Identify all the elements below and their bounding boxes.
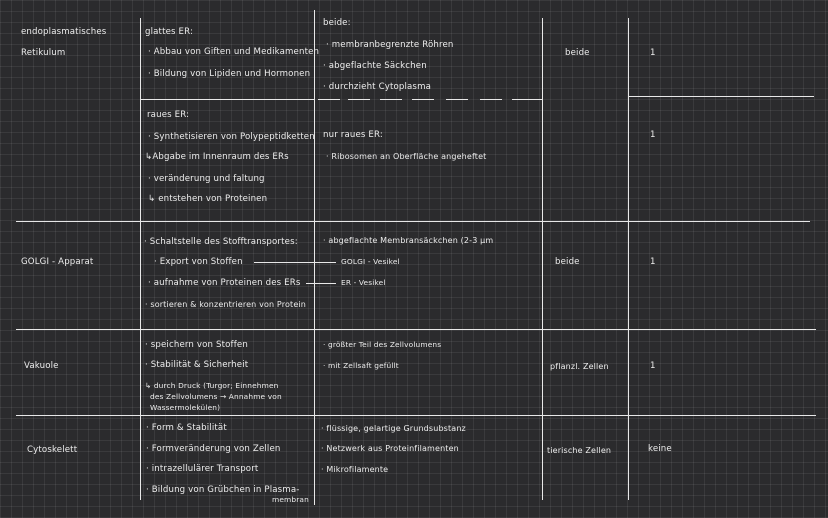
arrow-aufnahme <box>306 283 336 284</box>
dashed-line-5 <box>446 99 468 100</box>
beide-item-1: · membranbegrenzte Röhren <box>326 40 454 50</box>
cyto-func-2: · Formveränderung von Zellen <box>146 444 281 454</box>
count-er-rau: 1 <box>650 130 656 140</box>
row-divider-2 <box>16 329 816 330</box>
row-divider-3 <box>16 415 816 416</box>
golgi-vesikel: GOLGI - Vesikel <box>341 257 400 266</box>
cyto-func-3: · intrazellulärer Transport <box>146 464 259 474</box>
raues-er-item-1: · Synthetisieren von Polypeptidketten <box>148 132 315 142</box>
organelle-er-line1: endoplasmatisches <box>21 27 107 37</box>
vakuole-func-1: · speichern von Stoffen <box>145 340 248 350</box>
golgi-func-3: · aufnahme von Proteinen des ERs <box>148 278 301 288</box>
organelle-vakuole: Vakuole <box>24 361 59 371</box>
column-divider-2 <box>314 10 315 505</box>
cyto-struct-2: · Netzwerk aus Proteinfilamenten <box>321 444 459 453</box>
cyto-func-1: · Form & Stabilität <box>146 423 227 433</box>
dashed-line-7 <box>512 99 542 100</box>
vakuole-struct-2: · mit Zellsaft gefüllt <box>323 361 399 370</box>
vakuole-func-4: des Zellvolumens → Annahme von <box>150 392 282 401</box>
count-er-glatt: 1 <box>650 48 656 58</box>
raues-er-item-4: ↳ entstehen von Proteinen <box>148 194 268 204</box>
vakuole-func-3: ↳ durch Druck (Turgor; Einnehmen <box>145 381 279 390</box>
raues-er-title: raues ER: <box>147 110 190 120</box>
occurrence-er: beide <box>565 48 590 58</box>
golgi-func-4: · sortieren & konzentrieren von Protein <box>145 300 307 309</box>
dashed-line-4 <box>412 99 434 100</box>
count-cyto: keine <box>648 444 672 454</box>
golgi-struct-1: · abgeflachte Membransäckchen (2-3 μm <box>323 236 494 245</box>
cyto-struct-3: · Mikrofilamente <box>321 465 389 474</box>
cyto-func-5: membran <box>272 495 309 504</box>
vakuole-struct-1: · größter Teil des Zellvolumens <box>323 340 442 349</box>
occurrence-golgi: beide <box>555 257 580 267</box>
organelle-golgi: GOLGI - Apparat <box>21 257 94 267</box>
count-vakuole: 1 <box>650 361 656 371</box>
beide-item-3: · durchzieht Cytoplasma <box>323 82 432 92</box>
dashed-line-2 <box>348 99 370 100</box>
column-divider-3 <box>542 18 543 500</box>
beide-title: beide: <box>323 18 351 28</box>
column-divider-4 <box>628 18 629 500</box>
vakuole-func-5: Wassermolekülen) <box>150 403 221 412</box>
dashed-line-3 <box>380 99 402 100</box>
cyto-func-4: · Bildung von Grübchen in Plasma- <box>146 485 300 495</box>
occurrence-cyto: tierische Zellen <box>547 446 612 455</box>
golgi-func-2: · Export von Stoffen <box>154 257 243 267</box>
nur-raues-item-1: · Ribosomen an Oberfläche angeheftet <box>326 152 487 161</box>
organelle-cytoskelett: Cytoskelett <box>27 445 78 455</box>
glattes-er-item-1: · Abbau von Giften und Medikamenten <box>148 47 320 57</box>
count-golgi: 1 <box>650 257 656 267</box>
occurrence-vakuole: pflanzl. Zellen <box>550 362 609 371</box>
row-divider-er-inner <box>141 99 314 100</box>
row-divider-er-right <box>628 96 814 97</box>
beide-item-2: · abgeflachte Säckchen <box>323 61 427 71</box>
glattes-er-title: glattes ER: <box>145 27 194 37</box>
er-vesikel: ER - Vesikel <box>341 278 386 287</box>
row-divider-1 <box>16 221 810 222</box>
column-divider-1 <box>140 18 141 500</box>
organelle-er-line2: Retikulum <box>21 48 66 58</box>
nur-raues-title: nur raues ER: <box>323 130 383 140</box>
golgi-func-1: · Schaltstelle des Stofftransportes: <box>144 237 298 247</box>
glattes-er-item-2: · Bildung von Lipiden und Hormonen <box>148 69 311 79</box>
arrow-export <box>254 262 336 263</box>
vakuole-func-2: · Stabilität & Sicherheit <box>145 360 249 370</box>
raues-er-item-3: · veränderung und faltung <box>148 174 265 184</box>
dashed-line-6 <box>480 99 502 100</box>
dashed-line-1 <box>318 99 340 100</box>
raues-er-item-2: ↳Abgabe im Innenraum des ERs <box>145 152 289 162</box>
cyto-struct-1: · flüssige, gelartige Grundsubstanz <box>321 424 466 433</box>
